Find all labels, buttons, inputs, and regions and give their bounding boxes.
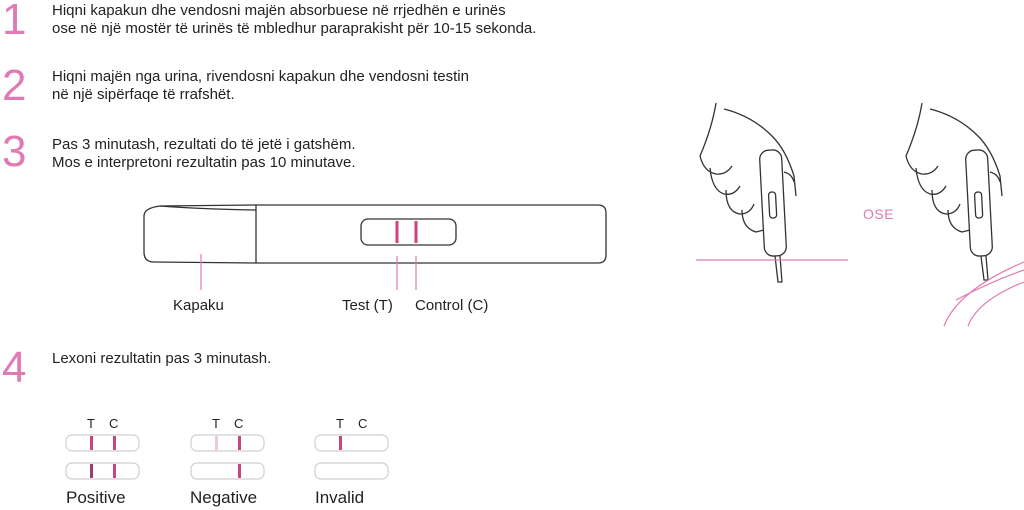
negative-strip-2 bbox=[191, 463, 264, 479]
step-2-line-1: Hiqni majën nga urina, rivendosni kapakun dhe vendosni testin bbox=[52, 68, 469, 85]
held-test-strip-2 bbox=[965, 149, 993, 256]
invalid-1-test-line bbox=[339, 436, 342, 450]
negative-c-label: C bbox=[234, 416, 244, 431]
step-4-line-1: Lexoni rezultatin pas 3 minutash. bbox=[52, 350, 272, 367]
test-device bbox=[144, 205, 606, 263]
negative-label: Negative bbox=[190, 488, 258, 507]
positive-1-control-line bbox=[113, 436, 116, 450]
negative-strip-1 bbox=[191, 435, 264, 451]
invalid-label: Invalid bbox=[315, 488, 365, 507]
positive-1-test-line bbox=[90, 436, 93, 450]
step-3-line-2: Mos e interpretoni rezultatin pas 10 minutave. bbox=[52, 154, 356, 171]
cap-tip-curve bbox=[160, 206, 256, 210]
held-test-strip-1 bbox=[759, 149, 787, 256]
urine-cup bbox=[944, 262, 1024, 326]
or-label: OSE bbox=[863, 206, 895, 222]
positive-2-test-line bbox=[90, 464, 93, 478]
invalid-strip-2 bbox=[315, 463, 388, 479]
test-line-label: Test (T) bbox=[342, 297, 393, 314]
positive-strip-1 bbox=[66, 435, 139, 451]
negative-2-control-line bbox=[238, 464, 241, 478]
step-4-number: 4 bbox=[2, 343, 27, 392]
positive-t-label: T bbox=[87, 416, 95, 431]
step-2-line-2: në një sipërfaqe të rrafshët. bbox=[52, 86, 235, 103]
positive-c-label: C bbox=[109, 416, 119, 431]
negative-1-test-line bbox=[215, 436, 218, 450]
control-line-label: Control (C) bbox=[415, 297, 489, 314]
step-2-number: 2 bbox=[2, 61, 27, 110]
positive-strip-2 bbox=[66, 463, 139, 479]
step-1-number: 1 bbox=[2, 0, 27, 44]
step-3-line-1: Pas 3 minutash, rezultati do të jetë i gatshëm. bbox=[52, 136, 356, 153]
step-1-line-2: ose në një mostër të urinës të mbledhur paraprakisht për 10-15 sekonda. bbox=[52, 20, 537, 37]
step-1-line-1: Hiqni kapakun dhe vendosni majën absorbuese në rrjedhën e urinës bbox=[52, 2, 506, 19]
negative-t-label: T bbox=[212, 416, 220, 431]
cap-label: Kapaku bbox=[173, 297, 224, 314]
step-3-number: 3 bbox=[2, 127, 27, 176]
negative-1-control-line bbox=[238, 436, 241, 450]
test-device-body bbox=[144, 205, 606, 263]
positive-label: Positive bbox=[66, 488, 126, 507]
hand-stream-illustration bbox=[700, 103, 796, 282]
invalid-t-label: T bbox=[336, 416, 344, 431]
invalid-strip-1 bbox=[315, 435, 388, 451]
positive-2-control-line bbox=[113, 464, 116, 478]
result-window bbox=[361, 219, 456, 245]
hand-cup-illustration bbox=[906, 103, 1002, 280]
invalid-c-label: C bbox=[358, 416, 368, 431]
